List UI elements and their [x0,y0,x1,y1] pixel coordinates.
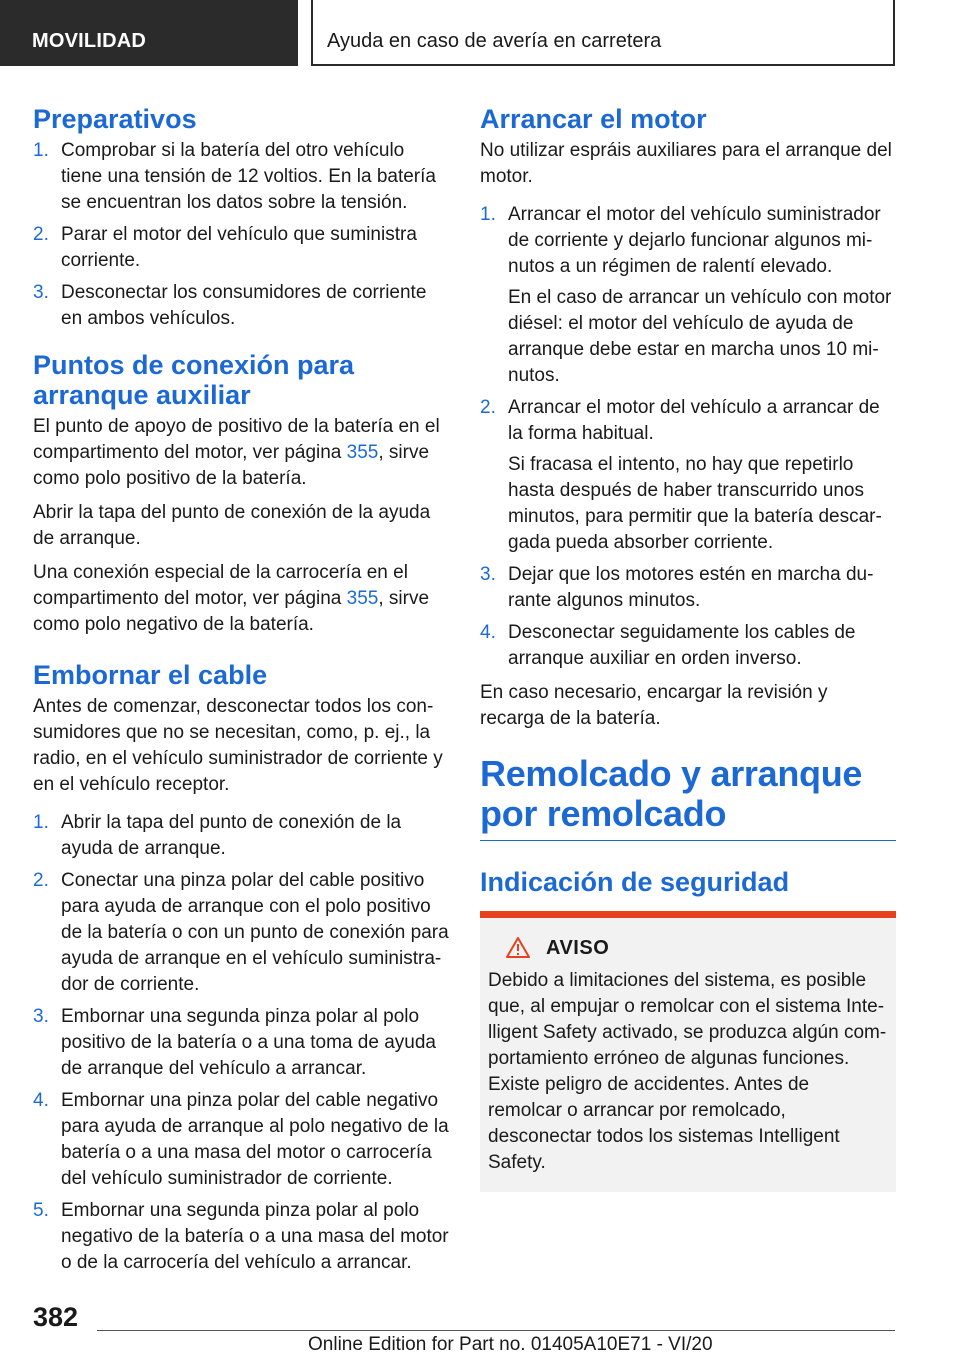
page-link-355[interactable]: 355 [346,442,379,463]
list-item [480,620,896,672]
list-text: Desconectar los consumidores de corriente en ambos vehículos. [61,282,427,329]
paragraph: Antes de comenzar, desconectar todos los consumidores que no se necesitan, como, p. ej., la radio, en el vehículo suministrador de corriente y en el vehículo receptor. [33,696,443,795]
list-number: 2. [33,224,49,245]
warning-header [488,936,888,960]
list-item [480,562,896,614]
warning-triangle-icon [506,936,530,960]
text: , sirve como polo negativo de la batería. [33,588,430,635]
list-text: Embornar una segunda pinza polar al polo positivo de la batería o a una toma de ayuda de arranque del vehículo a arrancar. [61,1006,436,1079]
left-column [33,100,449,1284]
page-number: 382 [33,1302,79,1332]
list-item [33,1088,449,1192]
list-item [33,1198,449,1276]
start-list [480,202,896,672]
list-continuation: En el caso de arrancar un vehículo con motor diésel: el motor del vehículo de ayuda de arranque debe estar en marcha unos 10 minutos. [508,287,892,386]
list-number: 4. [33,1090,49,1111]
heading-remolcado: Remolcado y arranque por remolcado [480,754,896,841]
list-number: 3. [33,282,49,303]
list-item [33,868,449,998]
list-text: Comprobar si la batería del otro vehículo tiene una tensión de 12 voltios. En la batería se encuentran los datos sobre la tensión. [61,140,436,213]
list-number: 1. [33,140,49,161]
list-number: 5. [33,1200,49,1221]
list-continuation: Si fracasa el intento, no hay que repetirlo hasta después de haber transcurrido unos minutos, para permitir que la batería descargada pueda absorber corriente. [508,454,882,553]
list-text: Arrancar el motor del vehículo suministrador de corriente y dejarlo funcionar algunos minutos a un régimen de ralentí elevado. [508,204,881,277]
list-item [33,138,449,216]
prep-list [33,138,449,332]
list-number: 4. [480,622,496,643]
warning-label: AVISO [546,936,610,959]
list-text: Embornar una pinza polar del cable negativo para ayuda de arranque al polo negativo de la batería o a una masa del motor o carrocería del vehículo suministrador de corriente. [61,1090,449,1189]
text: Una conexión especial de la carrocería en el compartimento del motor, ver página [33,562,408,609]
footer-divider [97,1330,895,1331]
paragraph: En caso necesario, encargar la revisión y recarga de la batería. [480,682,828,729]
warning-text: Debido a limitaciones del sistema, es posible que, al empujar o remolcar con el sistema Intelligent Safety activado, se produzca algún comportamiento erróneo de algunas funciones. Existe peligro de accidentes. Antes de remolcar o arrancar por remolcado, desconectar todos los sistemas Intelligent Safety. [488,970,887,1173]
heading-puntos-conexion: Puntos de conexión para arranque auxiliar [33,350,355,410]
list-number: 1. [33,812,49,833]
paragraph: Abrir la tapa del punto de conexión de la ayuda de arranque. [33,502,431,549]
list-number: 2. [33,870,49,891]
list-number: 3. [33,1006,49,1027]
list-text: Abrir la tapa del punto de conexión de la ayuda de arranque. [61,812,402,859]
warning-box [480,911,896,1192]
text: El punto de apoyo de positivo de la batería en el compartimento del motor, ver página [33,416,440,463]
list-number: 3. [480,564,496,585]
heading-arrancar-motor: Arrancar el motor [480,104,707,134]
list-text: Desconectar seguidamente los cables de arranque auxiliar en orden inverso. [508,622,856,669]
footer-edition: Online Edition for Part no. 01405A10E71 - VI/20 [308,1334,713,1355]
page-header [0,0,960,66]
text: , sirve como polo positivo de la batería. [33,442,430,489]
cable-list [33,810,449,1276]
heading-embornar-cable: Embornar el cable [33,660,268,690]
list-text: Embornar una segunda pinza polar al polo negativo de la batería o a una masa del motor o de la carrocería del vehículo a arrancar. [61,1200,449,1273]
right-column [480,100,896,1192]
list-text: Conectar una pinza polar del cable positivo para ayuda de arranque con el polo positivo de la batería o con un punto de conexión para ayuda de arranque en el vehículo suministrador de corriente. [61,870,449,995]
list-text: Arrancar el motor del vehículo a arrancar de la forma habitual. [508,397,880,444]
list-item [33,222,449,274]
list-item [480,395,896,556]
list-text: Dejar que los motores estén en marcha durante algunos minutos. [508,564,874,611]
page-link-355[interactable]: 355 [346,588,379,609]
paragraph: No utilizar espráis auxiliares para el arranque del motor. [480,140,892,187]
paragraph [33,560,449,638]
heading-indicacion-seguridad: Indicación de seguridad [480,867,790,897]
list-number: 1. [480,204,496,225]
heading-preparativos: Preparativos [33,104,197,134]
section-tab: MOVILIDAD [0,0,298,66]
paragraph [33,414,449,492]
list-text: Parar el motor del vehículo que suministra corriente. [61,224,417,271]
list-item [33,1004,449,1082]
list-number: 2. [480,397,496,418]
list-item [33,280,449,332]
chapter-title: Ayuda en caso de avería en carretera [311,0,895,66]
list-item [33,810,449,862]
list-item [480,202,896,389]
